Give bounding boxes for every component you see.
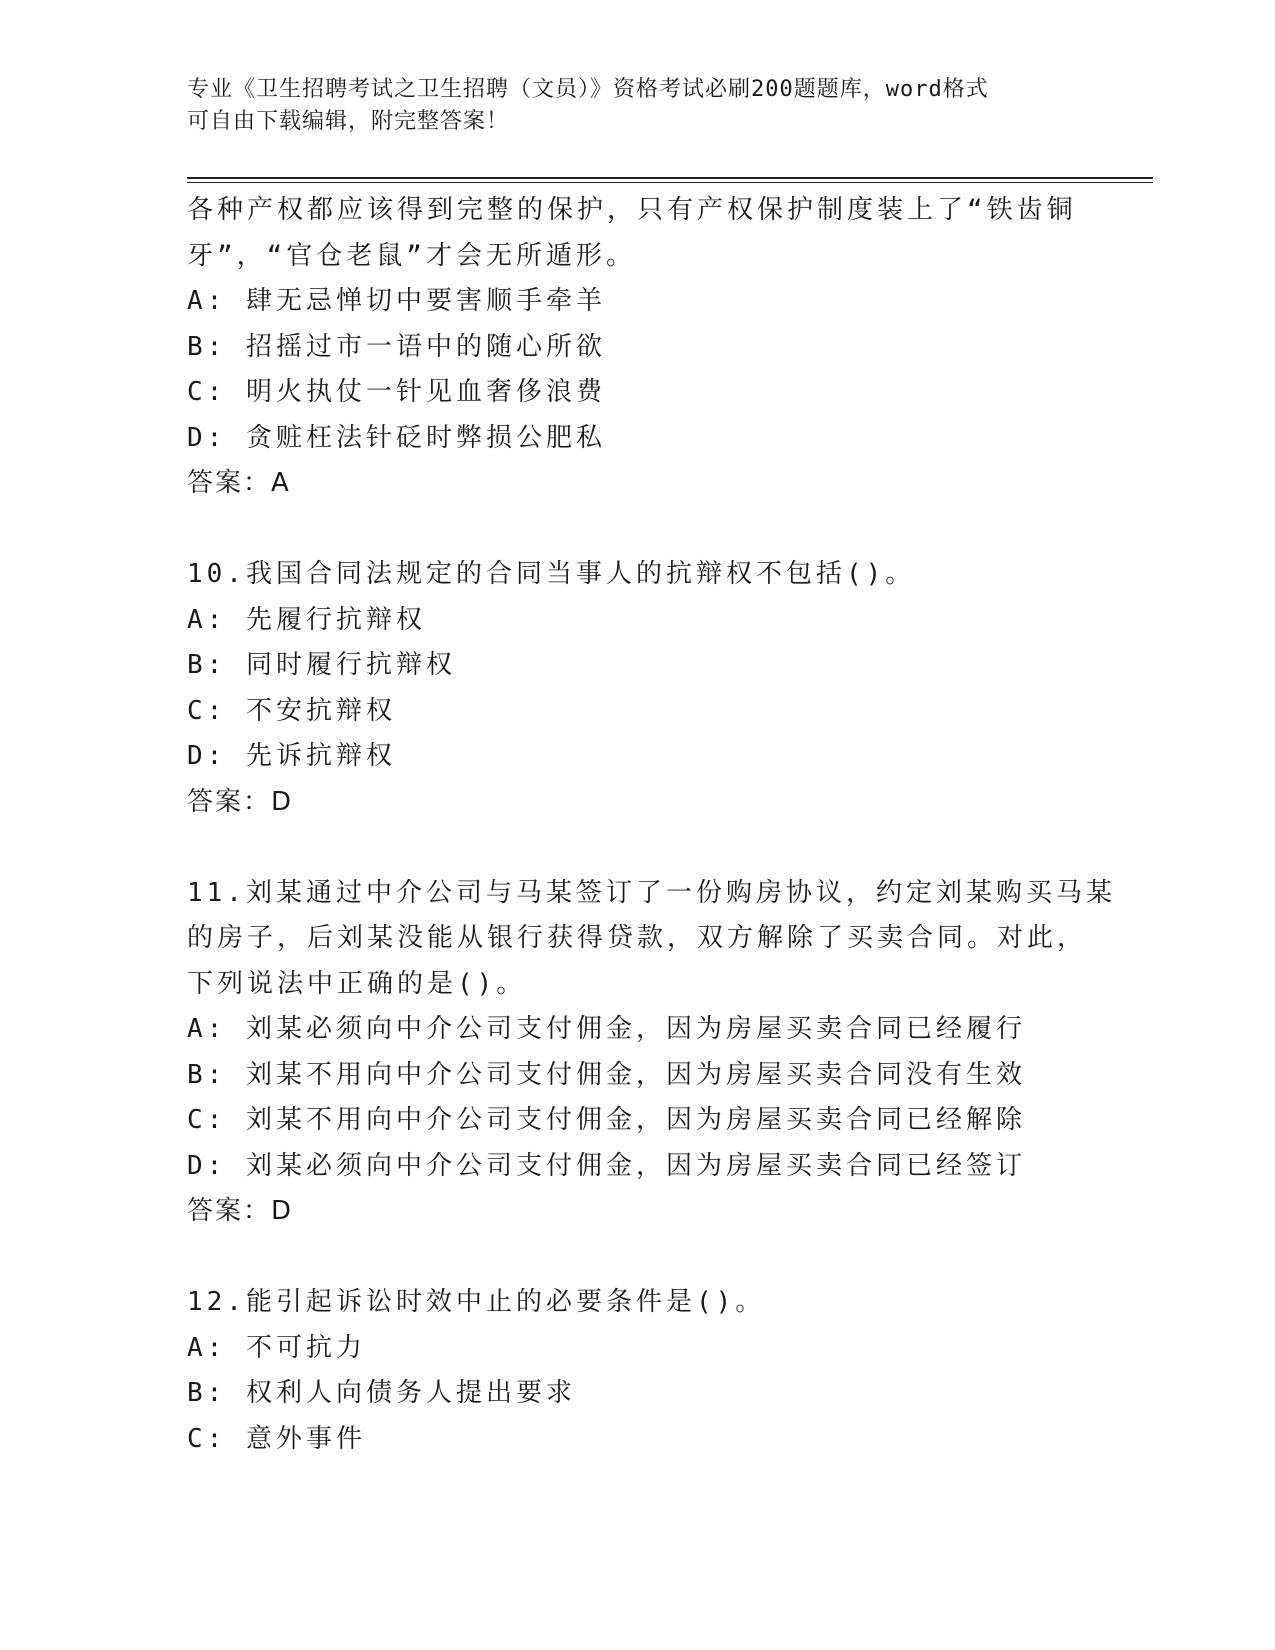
option-c: C: 明火执仗一针见血奢侈浪费 — [187, 377, 606, 407]
option-a: A: 不可抗力 — [187, 1332, 366, 1363]
option-d: D: 贪赃枉法针砭时弊损公肥私 — [187, 422, 606, 453]
option-b: B: 同时履行抗辩权 — [187, 650, 456, 680]
header-divider-thin — [187, 182, 1153, 183]
answer-label: 答案：D — [187, 1196, 294, 1226]
spacer — [187, 825, 1087, 871]
option-a: A: 刘某必须向中介公司支付佣金，因为房屋买卖合同已经履行 — [187, 1014, 1026, 1044]
question-12 — [187, 1280, 1087, 1462]
spacer — [187, 507, 1087, 553]
option-d: D: 刘某必须向中介公司支付佣金，因为房屋买卖合同已经签订 — [187, 1150, 1026, 1181]
option-c: C: 意外事件 — [187, 1423, 366, 1454]
header-line-2: 可自由下载编辑，附完整答案！ — [187, 109, 510, 134]
question-stem: 下列说法中正确的是()。 — [187, 968, 527, 999]
question-stem: 10.我国合同法规定的合同当事人的抗辩权不包括()。 — [187, 559, 916, 589]
option-c: C: 刘某不用向中介公司支付佣金，因为房屋买卖合同已经解除 — [187, 1105, 1026, 1135]
question-stem: 12.能引起诉讼时效中止的必要条件是()。 — [187, 1287, 766, 1317]
option-b: B: 权利人向债务人提出要求 — [187, 1378, 576, 1408]
option-d: D: 先诉抗辩权 — [187, 741, 396, 771]
option-b: B: 刘某不用向中介公司支付佣金，因为房屋买卖合同没有生效 — [187, 1059, 1026, 1090]
question-list — [187, 188, 1116, 1462]
document-header — [187, 74, 1067, 138]
question-stem: 牙”，“官仓老鼠”才会无所遁形。 — [187, 240, 636, 271]
spacer — [187, 1235, 1087, 1281]
question-stem: 11.刘某通过中介公司与马某签订了一份购房协议，约定刘某购买马某 — [187, 877, 1116, 908]
question-10 — [187, 552, 1087, 825]
answer-label: 答案：D — [187, 786, 294, 817]
option-a: A: 肆无忌惮切中要害顺手牵羊 — [187, 286, 606, 316]
header-line-1: 专业《卫生招聘考试之卫生招聘（文员）》资格考试必刷200题题库，word格式 — [187, 77, 989, 102]
question-stem: 的房子，后刘某没能从银行获得贷款，双方解除了买卖合同。对此， — [187, 923, 1088, 953]
question-11 — [187, 871, 1116, 1235]
question-9 — [187, 188, 1087, 507]
option-a: A: 先履行抗辩权 — [187, 604, 426, 635]
answer-label: 答案：A — [187, 468, 291, 498]
option-c: C: 不安抗辩权 — [187, 695, 396, 726]
header-divider-thick — [187, 177, 1153, 179]
option-b: B: 招摇过市一语中的随心所欲 — [187, 331, 606, 362]
question-stem: 各种产权都应该得到完整的保护，只有产权保护制度装上了“铁齿铜 — [187, 195, 1077, 225]
